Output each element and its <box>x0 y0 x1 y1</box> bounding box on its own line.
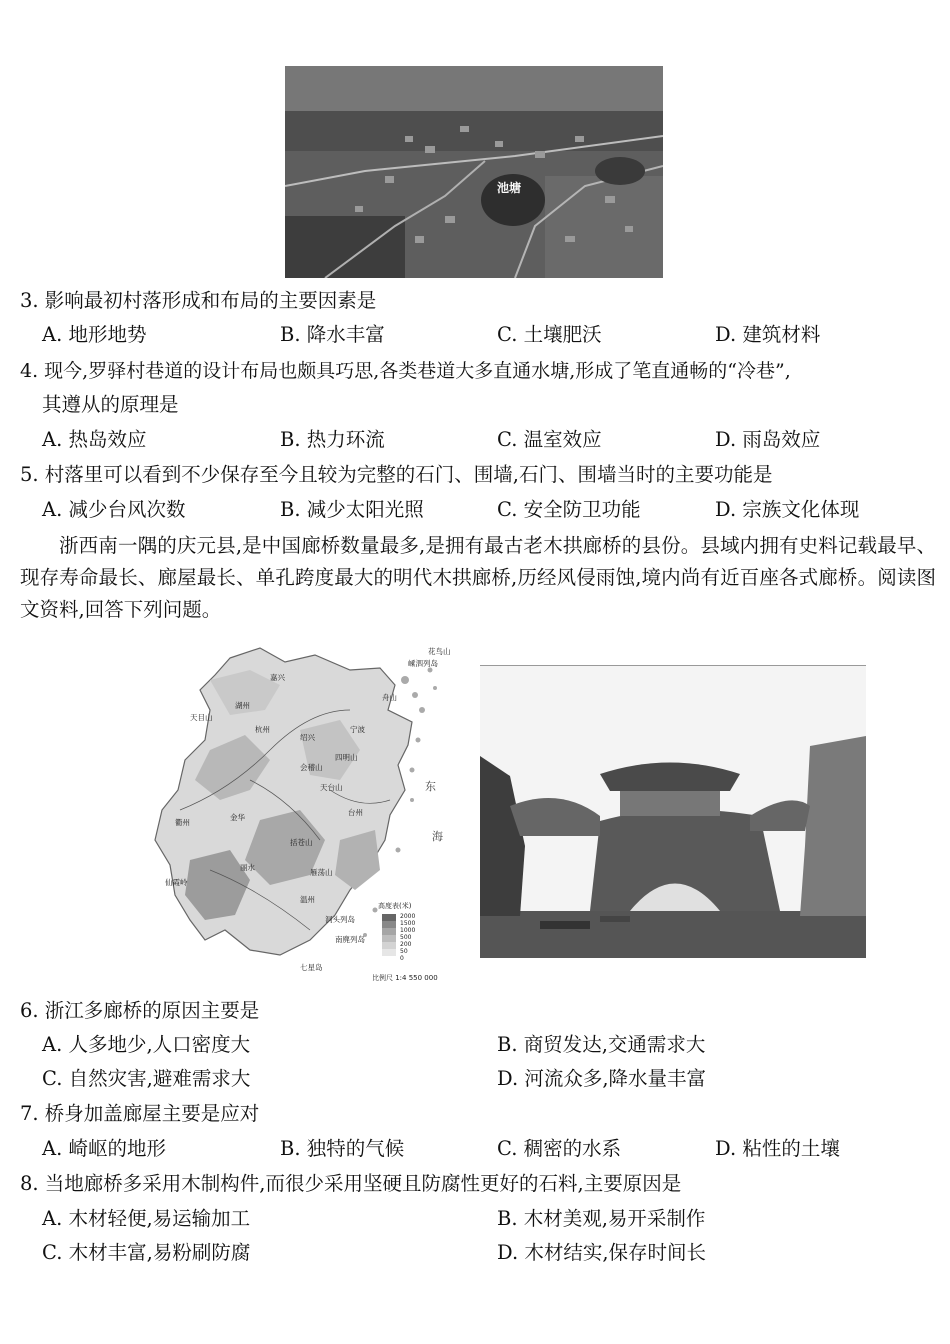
map-place-lishui: 丽水 <box>240 863 255 872</box>
q3-option-c[interactable]: C. 土壤肥沃 <box>497 323 602 346</box>
map-place-shaoxing: 绍兴 <box>300 733 315 742</box>
q6-stem: 6. 浙江多廊桥的原因主要是 <box>20 999 260 1022</box>
q8-stem: 8. 当地廊桥多采用木制构件,而很少采用坚硬且防腐性更好的石料,主要原因是 <box>20 1172 682 1195</box>
q8-option-b[interactable]: B. 木材美观,易开采制作 <box>497 1207 706 1230</box>
q7-option-b[interactable]: B. 独特的气候 <box>280 1137 405 1160</box>
village-aerial-photo <box>285 66 663 278</box>
map-place-tiantaishan: 天台山 <box>320 783 343 792</box>
map-place-huaniaoshan: 花鸟山 <box>428 647 451 656</box>
map-place-tianmushan: 天目山 <box>190 713 213 722</box>
q8-option-c[interactable]: C. 木材丰富,易粉刷防腐 <box>42 1241 251 1264</box>
map-place-kuaijishan: 会稽山 <box>300 763 323 772</box>
map-place-shengsi: 嵊泗列岛 <box>408 659 438 668</box>
map-place-kuocangshan: 括苍山 <box>290 838 313 847</box>
map-place-xianxialing: 仙霞岭 <box>165 878 188 887</box>
map-place-nanji: 南麂列岛 <box>335 935 365 944</box>
map-scale: 比例尺 1:4 550 000 <box>372 974 438 982</box>
map-legend-level-1000: 1000 <box>400 927 416 934</box>
q6-option-a[interactable]: A. 人多地少,人口密度大 <box>42 1033 251 1056</box>
q5-option-a[interactable]: A. 减少台风次数 <box>42 498 186 521</box>
q8-option-d[interactable]: D. 木材结实,保存时间长 <box>497 1241 707 1264</box>
q4-option-c[interactable]: C. 温室效应 <box>497 428 602 451</box>
map-legend-level-200: 200 <box>400 941 412 948</box>
map-place-dongtou: 洞头列岛 <box>325 915 355 924</box>
q5-option-d[interactable]: D. 宗族文化体现 <box>715 498 860 521</box>
q4-option-b[interactable]: B. 热力环流 <box>280 428 385 451</box>
map-place-yandangshan: 雁荡山 <box>310 868 333 877</box>
map-place-zhoushan: 舟山 <box>382 693 397 702</box>
map-place-ningbo: 宁波 <box>350 725 365 734</box>
q4-stem-line1: 4. 现今,罗驿村巷道的设计布局也颇具巧思,各类巷道大多直通水塘,形成了笔直通畅的“冷巷”, <box>20 360 791 382</box>
map-legend-title: 高度表(米) <box>378 902 412 910</box>
map-place-quzhou: 衢州 <box>175 818 190 827</box>
map-legend-level-0: 0 <box>400 955 404 962</box>
q6-option-d[interactable]: D. 河流众多,降水量丰富 <box>497 1067 707 1090</box>
map-place-jinhua: 金华 <box>230 813 245 822</box>
map-place-wenzhou: 温州 <box>300 895 315 904</box>
map-place-simingshan: 四明山 <box>335 753 358 762</box>
map-legend-level-1500: 1500 <box>400 920 416 927</box>
q5-option-b[interactable]: B. 减少太阳光照 <box>280 498 424 521</box>
map-place-huzhou: 湖州 <box>235 701 250 710</box>
q3-option-d[interactable]: D. 建筑材料 <box>715 323 821 346</box>
q4-option-a[interactable]: A. 热岛效应 <box>42 428 147 451</box>
map-place-taizhou: 台州 <box>348 808 363 817</box>
q7-option-a[interactable]: A. 崎岖的地形 <box>42 1137 166 1160</box>
q3-option-b[interactable]: B. 降水丰富 <box>280 323 385 346</box>
map-place-qixingdao: 七星岛 <box>300 963 323 972</box>
q5-stem: 5. 村落里可以看到不少保存至今且较为完整的石门、围墙,石门、围墙当时的主要功能是 <box>20 463 773 486</box>
q6-option-c[interactable]: C. 自然灾害,避难需求大 <box>42 1067 251 1090</box>
covered-bridge-photo <box>480 665 866 958</box>
covered-bridge-image <box>480 666 866 958</box>
pond-label: 池塘 <box>497 181 522 195</box>
map-sea-label-sea: 海 <box>432 830 443 843</box>
map-legend-level-500: 500 <box>400 934 412 941</box>
q7-stem: 7. 桥身加盖廊屋主要是应对 <box>20 1102 260 1125</box>
q7-option-d[interactable]: D. 粘性的土壤 <box>715 1137 840 1160</box>
q5-option-c[interactable]: C. 安全防卫功能 <box>497 498 641 521</box>
q3-option-a[interactable]: A. 地形地势 <box>42 323 147 346</box>
map-place-jiaxing: 嘉兴 <box>270 673 285 682</box>
q4-stem-line2: 其遵从的原理是 <box>42 393 179 416</box>
q6-option-b[interactable]: B. 商贸发达,交通需求大 <box>497 1033 706 1056</box>
map-legend <box>372 901 438 982</box>
q4-option-d[interactable]: D. 雨岛效应 <box>715 428 821 451</box>
zhejiang-map-image <box>150 640 470 985</box>
q7-option-c[interactable]: C. 稠密的水系 <box>497 1137 622 1160</box>
village-aerial-image <box>285 66 663 278</box>
q8-option-a[interactable]: A. 木材轻便,易运输加工 <box>42 1207 251 1230</box>
map-legend-level-2000: 2000 <box>400 913 416 920</box>
map-legend-level-50: 50 <box>400 948 408 955</box>
zhejiang-relief-map <box>150 640 470 985</box>
reading-passage: 浙西南一隅的庆元县,是中国廊桥数量最多,是拥有最古老木拱廊桥的县份。县域内拥有史料记载最早、现存寿命最长、廊屋最长、单孔跨度最大的明代木拱廊桥,历经风侵雨蚀,境内尚有近百座各式廊桥。阅读图文资料,回答下列问题。 <box>20 534 936 621</box>
map-sea-label-east: 东 <box>425 780 436 793</box>
q3-stem: 3. 影响最初村落形成和布局的主要因素是 <box>20 289 377 312</box>
map-place-hangzhou: 杭州 <box>255 725 270 734</box>
